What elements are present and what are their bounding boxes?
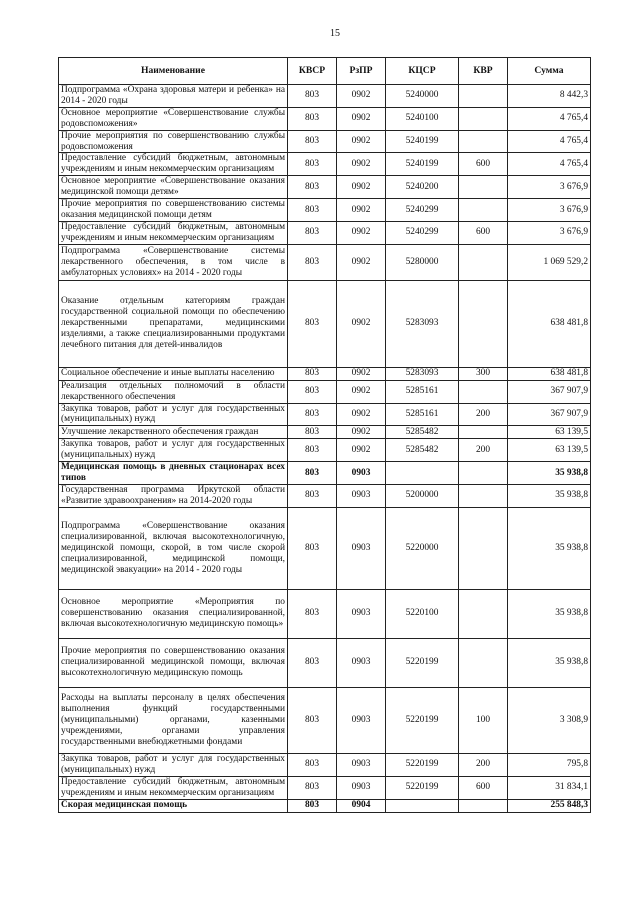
- cell-kvr: [459, 107, 508, 130]
- cell-sum: 35 938,8: [508, 638, 591, 687]
- cell-rzpr: 0902: [337, 107, 386, 130]
- cell-kvsr: 803: [288, 221, 337, 244]
- cell-kcsr: [386, 462, 459, 485]
- cell-rzpr: 0902: [337, 367, 386, 380]
- cell-sum: 638 481,8: [508, 367, 591, 380]
- cell-name: Оказание отдельным категориям граждан государственной социальной помощи по обеспечению лекарственными препаратами, медицинскими изделиями, а также специализированными продуктами лечебного питания для детей-инвалидов: [59, 280, 288, 367]
- cell-rzpr: 0902: [337, 426, 386, 439]
- cell-kvsr: 803: [288, 507, 337, 589]
- cell-kcsr: 5283093: [386, 280, 459, 367]
- cell-name: Скорая медицинская помощь: [59, 799, 288, 812]
- cell-kvr: [459, 244, 508, 280]
- cell-kvr: [459, 589, 508, 638]
- cell-name: Прочие мероприятия по совершенствованию системы оказания медицинской помощи детям: [59, 199, 288, 222]
- cell-rzpr: 0903: [337, 776, 386, 799]
- cell-sum: 638 481,8: [508, 280, 591, 367]
- table-row: [59, 280, 591, 367]
- cell-kcsr: 5220000: [386, 507, 459, 589]
- cell-kvsr: 803: [288, 176, 337, 199]
- table-row: [59, 403, 591, 426]
- table-header-row: [59, 58, 591, 85]
- cell-kvr: [459, 85, 508, 108]
- cell-kvsr: 803: [288, 753, 337, 776]
- cell-rzpr: 0903: [337, 753, 386, 776]
- cell-kcsr: 5240200: [386, 176, 459, 199]
- table-row: [59, 221, 591, 244]
- cell-name: Прочие мероприятия по совершенствованию службы родовспоможения: [59, 130, 288, 153]
- header-rzpr: РзПР: [337, 58, 386, 85]
- cell-sum: 35 938,8: [508, 507, 591, 589]
- cell-kvr: 600: [459, 153, 508, 176]
- cell-sum: 4 765,4: [508, 153, 591, 176]
- cell-rzpr: 0902: [337, 403, 386, 426]
- cell-kvr: 200: [459, 439, 508, 462]
- cell-sum: 1 069 529,2: [508, 244, 591, 280]
- table-row: [59, 85, 591, 108]
- cell-sum: 8 442,3: [508, 85, 591, 108]
- cell-sum: 255 848,3: [508, 799, 591, 812]
- cell-rzpr: 0903: [337, 687, 386, 753]
- cell-name: Подпрограмма «Совершенствование оказания специализированной, включая высокотехнологичную, медицинской помощи, скорой, в том числе скорой специализированной, медицинской помощи, медицинской эвакуации» на 2014 - 2020 годы: [59, 507, 288, 589]
- table-row: [59, 107, 591, 130]
- cell-rzpr: 0902: [337, 439, 386, 462]
- cell-name: Закупка товаров, работ и услуг для государственных (муниципальных) нужд: [59, 753, 288, 776]
- cell-kvsr: 803: [288, 403, 337, 426]
- cell-kcsr: 5280000: [386, 244, 459, 280]
- cell-kvsr: 803: [288, 638, 337, 687]
- table-row: [59, 199, 591, 222]
- table-row: [59, 589, 591, 638]
- cell-kcsr: 5220199: [386, 687, 459, 753]
- cell-sum: 63 139,5: [508, 426, 591, 439]
- cell-kvr: [459, 426, 508, 439]
- page-number: 15: [330, 28, 340, 39]
- header-kvsr: КВСР: [288, 58, 337, 85]
- cell-kvr: 600: [459, 776, 508, 799]
- table-row: [59, 753, 591, 776]
- cell-kcsr: 5283093: [386, 367, 459, 380]
- table-row: [59, 484, 591, 507]
- cell-rzpr: 0902: [337, 153, 386, 176]
- cell-kvsr: 803: [288, 589, 337, 638]
- cell-name: Закупка товаров, работ и услуг для государственных (муниципальных) нужд: [59, 439, 288, 462]
- cell-kcsr: 5220100: [386, 589, 459, 638]
- cell-rzpr: 0902: [337, 85, 386, 108]
- cell-kvsr: 803: [288, 107, 337, 130]
- cell-kcsr: 5240199: [386, 130, 459, 153]
- cell-kvr: [459, 199, 508, 222]
- table-row: [59, 367, 591, 380]
- cell-kcsr: 5285161: [386, 403, 459, 426]
- cell-rzpr: 0903: [337, 638, 386, 687]
- cell-kcsr: 5240100: [386, 107, 459, 130]
- cell-kvr: [459, 130, 508, 153]
- header-sum: Сумма: [508, 58, 591, 85]
- table-row: [59, 130, 591, 153]
- cell-kvr: 600: [459, 221, 508, 244]
- cell-kcsr: 5240299: [386, 199, 459, 222]
- cell-name: Улучшение лекарственного обеспечения граждан: [59, 426, 288, 439]
- cell-kvr: 100: [459, 687, 508, 753]
- cell-name: Основное мероприятие «Совершенствование службы родовспоможения»: [59, 107, 288, 130]
- cell-kvsr: 803: [288, 367, 337, 380]
- cell-kcsr: 5240199: [386, 153, 459, 176]
- cell-kcsr: 5220199: [386, 776, 459, 799]
- table-row: [59, 153, 591, 176]
- cell-sum: 31 834,1: [508, 776, 591, 799]
- cell-name: Предоставление субсидий бюджетным, автономным учреждениям и иным некоммерческим организациям: [59, 776, 288, 799]
- header-name: Наименование: [59, 58, 288, 85]
- cell-kvr: [459, 484, 508, 507]
- cell-name: Предоставление субсидий бюджетным, автономным учреждениям и иным некоммерческим организациям: [59, 221, 288, 244]
- cell-kvsr: 803: [288, 776, 337, 799]
- cell-kcsr: 5285161: [386, 380, 459, 403]
- cell-rzpr: 0903: [337, 507, 386, 589]
- cell-sum: 63 139,5: [508, 439, 591, 462]
- header-kvr: КВР: [459, 58, 508, 85]
- cell-kvsr: 803: [288, 244, 337, 280]
- cell-kvr: [459, 462, 508, 485]
- table-body: [59, 85, 591, 813]
- cell-kcsr: 5220199: [386, 753, 459, 776]
- cell-rzpr: 0902: [337, 176, 386, 199]
- cell-rzpr: 0902: [337, 380, 386, 403]
- cell-sum: 35 938,8: [508, 484, 591, 507]
- table-row: [59, 426, 591, 439]
- table-row: [59, 507, 591, 589]
- cell-kcsr: [386, 799, 459, 812]
- cell-kcsr: 5200000: [386, 484, 459, 507]
- table-row: [59, 439, 591, 462]
- cell-rzpr: 0902: [337, 221, 386, 244]
- cell-sum: 3 676,9: [508, 199, 591, 222]
- cell-kvsr: 803: [288, 484, 337, 507]
- header-kcsr: КЦСР: [386, 58, 459, 85]
- cell-sum: 367 907,9: [508, 403, 591, 426]
- cell-kvr: [459, 380, 508, 403]
- cell-rzpr: 0903: [337, 484, 386, 507]
- cell-kvsr: 803: [288, 199, 337, 222]
- cell-kcsr: 5240299: [386, 221, 459, 244]
- cell-sum: 4 765,4: [508, 107, 591, 130]
- table-row: [59, 799, 591, 812]
- cell-sum: 35 938,8: [508, 589, 591, 638]
- table-row: [59, 638, 591, 687]
- cell-name: Медицинская помощь в дневных стационарах всех типов: [59, 462, 288, 485]
- cell-kvsr: 803: [288, 380, 337, 403]
- cell-rzpr: 0902: [337, 130, 386, 153]
- cell-kvsr: 803: [288, 85, 337, 108]
- cell-sum: 3 308,9: [508, 687, 591, 753]
- cell-name: Прочие мероприятия по совершенствованию оказания специализированной медицинской помощи, включая высокотехнологичную медицинскую помощь: [59, 638, 288, 687]
- cell-kvsr: 803: [288, 462, 337, 485]
- cell-name: Основное мероприятие «Мероприятия по совершенствованию оказания специализированной, включая высокотехнологичную медицинскую помощь»: [59, 589, 288, 638]
- table-row: [59, 244, 591, 280]
- cell-rzpr: 0902: [337, 280, 386, 367]
- cell-kvr: 200: [459, 403, 508, 426]
- cell-sum: 367 907,9: [508, 380, 591, 403]
- cell-name: Основное мероприятие «Совершенствование оказания медицинской помощи детям»: [59, 176, 288, 199]
- cell-kvsr: 803: [288, 280, 337, 367]
- cell-name: Подпрограмма «Совершенствование системы лекарственного обеспечения, в том числе в амбулаторных условиях» на 2014 - 2020 годы: [59, 244, 288, 280]
- cell-kvsr: 803: [288, 439, 337, 462]
- table-row: [59, 176, 591, 199]
- cell-name: Закупка товаров, работ и услуг для государственных (муниципальных) нужд: [59, 403, 288, 426]
- cell-rzpr: 0904: [337, 799, 386, 812]
- cell-rzpr: 0903: [337, 589, 386, 638]
- cell-name: Реализация отдельных полномочий в области лекарственного обеспечения: [59, 380, 288, 403]
- table-row: [59, 776, 591, 799]
- cell-kvr: [459, 638, 508, 687]
- table-row: [59, 687, 591, 753]
- cell-kvsr: 803: [288, 130, 337, 153]
- cell-name: Подпрограмма «Охрана здоровья матери и ребенка» на 2014 - 2020 годы: [59, 85, 288, 108]
- cell-kvr: 200: [459, 753, 508, 776]
- budget-table: [58, 57, 591, 813]
- cell-kvsr: 803: [288, 426, 337, 439]
- cell-name: Социальное обеспечение и иные выплаты населению: [59, 367, 288, 380]
- cell-kvr: [459, 799, 508, 812]
- cell-name: Государственная программа Иркутской области «Развитие здравоохранения» на 2014-2020 годы: [59, 484, 288, 507]
- cell-kcsr: 5285482: [386, 439, 459, 462]
- cell-kvsr: 803: [288, 687, 337, 753]
- cell-sum: 35 938,8: [508, 462, 591, 485]
- cell-sum: 4 765,4: [508, 130, 591, 153]
- cell-rzpr: 0902: [337, 244, 386, 280]
- cell-kcsr: 5240000: [386, 85, 459, 108]
- cell-kcsr: 5285482: [386, 426, 459, 439]
- cell-rzpr: 0902: [337, 199, 386, 222]
- cell-name: Предоставление субсидий бюджетным, автономным учреждениям и иным некоммерческим организациям: [59, 153, 288, 176]
- cell-kvr: [459, 176, 508, 199]
- cell-kvr: [459, 507, 508, 589]
- table-row: [59, 380, 591, 403]
- cell-kvr: 300: [459, 367, 508, 380]
- cell-sum: 3 676,9: [508, 176, 591, 199]
- cell-rzpr: 0903: [337, 462, 386, 485]
- cell-sum: 795,8: [508, 753, 591, 776]
- cell-name: Расходы на выплаты персоналу в целях обеспечения выполнения функций государственными (муниципальными) органами, казенными учреждениями, органами управления государственными внебюджетными фондами: [59, 687, 288, 753]
- table-row: [59, 462, 591, 485]
- cell-kvsr: 803: [288, 153, 337, 176]
- cell-kvr: [459, 280, 508, 367]
- cell-kcsr: 5220199: [386, 638, 459, 687]
- cell-sum: 3 676,9: [508, 221, 591, 244]
- cell-kvsr: 803: [288, 799, 337, 812]
